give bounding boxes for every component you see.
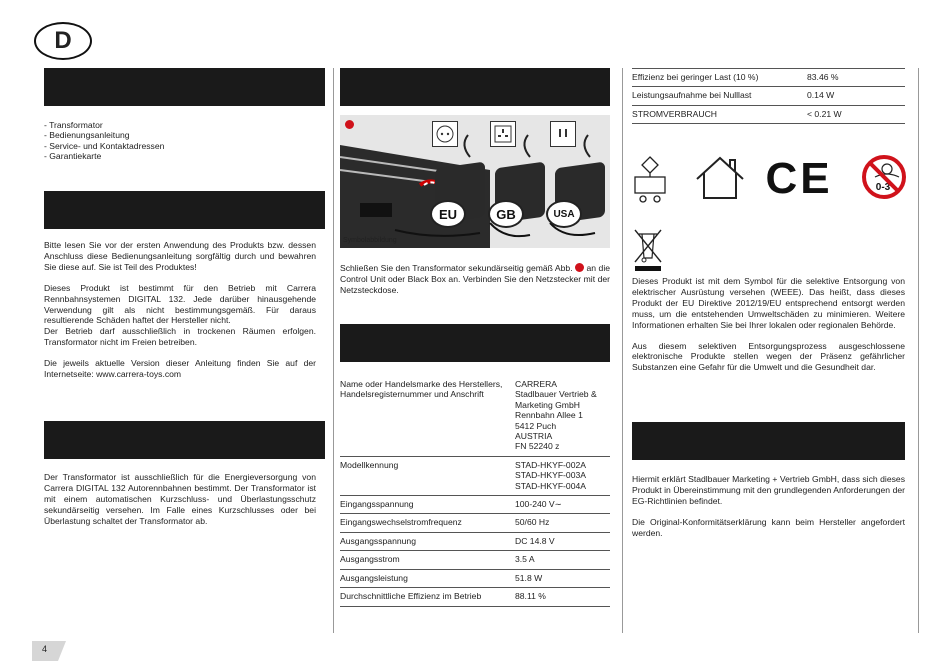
age-warning-label: 0-3 bbox=[875, 182, 891, 193]
spec-table bbox=[340, 376, 610, 607]
spec-label: Effizienz bei geringer Last (10 %) bbox=[632, 69, 807, 87]
connect-text-end: an die Control Unit oder Black Box an. Verbinden Sie den Netzstecker mit der Netzsteckdose. bbox=[340, 263, 611, 295]
table-row bbox=[340, 532, 610, 550]
column-divider bbox=[622, 68, 623, 633]
paragraph: Dieses Produkt ist bestimmt für den Betrieb mit Carrera Rennbahnsystemen DIGITAL 132. Jede darüber hinausgehende Verwendung gilt als nicht bestimmungsgemäß. Für daraus resultierende Schäden haftet der Hersteller nicht. Der Betrieb darf ausschließlich in trockenen Räumen erfolgen. Transformator nicht im Freien betreiben. bbox=[44, 282, 316, 348]
spec-value: 83.46 % bbox=[807, 69, 905, 87]
gb-socket-icon bbox=[490, 121, 516, 147]
table-row bbox=[340, 514, 610, 532]
ce-mark-icon bbox=[765, 154, 833, 203]
transformer-illustration bbox=[340, 115, 610, 248]
table-row bbox=[340, 376, 610, 456]
spec-value: 3.5 A bbox=[515, 551, 610, 569]
table-row bbox=[632, 87, 905, 105]
spec-value: DC 14.8 V bbox=[515, 532, 610, 550]
page-number: 4 bbox=[42, 644, 48, 654]
spec-value: 50/60 Hz bbox=[515, 514, 610, 532]
us-socket-icon bbox=[550, 121, 576, 147]
spec-label: STROMVERBRAUCH bbox=[632, 105, 807, 123]
list-item: - Bedienungsanleitung bbox=[44, 130, 130, 141]
weee-bin-icon bbox=[633, 228, 663, 272]
contents-list bbox=[44, 120, 164, 162]
spec-value: STAD-HKYF-002A STAD-HKYF-003A STAD-HKYF-004A bbox=[515, 456, 610, 495]
image-caption: Symbolabbildung bbox=[343, 237, 397, 244]
conformity-text bbox=[632, 474, 905, 549]
weee-text bbox=[632, 276, 905, 383]
paragraph: Der Transformator ist ausschließlich für die Energieversorgung von Carrera DIGITAL 132 Autorennbahnen bestimmt. Der Transformator ist mit einem automatischen Kurzschluss- und Überlastungsschutz sekundärseitig versehen. Im Falle eines Kurzschlusses oder bei Überlastung schaltet der Transformator ab. bbox=[44, 472, 316, 526]
eu-plug-badge: EU bbox=[430, 200, 466, 228]
spec-label: Ausgangsstrom bbox=[340, 551, 515, 569]
paragraph: Die jeweils aktuelle Version dieser Anleitung finden Sie auf der Internetseite: www.carrera-toys.com bbox=[44, 358, 316, 380]
language-code: D bbox=[54, 27, 72, 54]
column-divider bbox=[333, 68, 334, 633]
spec-value: 100-240 V∼ bbox=[515, 496, 610, 514]
indoor-use-icon bbox=[694, 155, 746, 201]
spec-label: Modellkennung bbox=[340, 456, 515, 495]
spec-value: 51.8 W bbox=[515, 569, 610, 587]
spec-label: Ausgangsleistung bbox=[340, 569, 515, 587]
section-header-bar bbox=[44, 68, 325, 106]
connect-text bbox=[340, 263, 610, 296]
ce-mark-text: CE bbox=[765, 154, 833, 203]
eu-socket-icon bbox=[432, 121, 458, 147]
intro-text bbox=[44, 240, 316, 390]
usa-plug-badge: USA bbox=[546, 200, 582, 228]
table-row bbox=[340, 456, 610, 495]
spec-label: Eingangswechselstromfrequenz bbox=[340, 514, 515, 532]
paragraph: Bitte lesen Sie vor der ersten Anwendung des Produkts bzw. dessen Anschluss diese Bedienungsanleitung sorgfältig durch und bewahren Sie diese auf. Sie ist Teil des Produktes! bbox=[44, 240, 316, 272]
gb-plug-badge: GB bbox=[488, 200, 524, 228]
table-row bbox=[340, 551, 610, 569]
paragraph: Aus diesem selektiven Entsorgungsprozess ausgeschlossene elektronische Produkte stellen wegen der Präsenz gefährlicher Substanzen eine Gefahr für die Umwelt und die Gesundheit dar. bbox=[632, 340, 905, 373]
paragraph: Dieses Produkt ist mit dem Symbol für die selektive Entsorgung von elektrischer Ausrüstung versehen (WEEE). Das heißt, dass dieses Produkt der EU Direktive 2012/19/EU entsprechend entsorgt werden muss, um die entstehenden Umweltschäden zu minimieren. Weitere Informationen erhalten Sie bei Ihrer lokalen oder regionalen Behörde. bbox=[632, 276, 905, 330]
list-item: - Transformator bbox=[44, 120, 103, 130]
spec-label: Durchschnittliche Effizienz im Betrieb bbox=[340, 588, 515, 606]
age-warning-0-3-icon bbox=[861, 154, 907, 200]
column-divider bbox=[918, 68, 919, 633]
table-row bbox=[340, 569, 610, 587]
usage-text bbox=[44, 472, 316, 537]
spec-value: 0.14 W bbox=[807, 87, 905, 105]
language-badge bbox=[34, 22, 92, 60]
section-header-bar bbox=[340, 68, 610, 106]
list-item: - Service- und Kontaktadressen bbox=[44, 140, 165, 151]
class-2-transformer-icon bbox=[632, 155, 668, 205]
page-number-tab bbox=[32, 641, 66, 661]
figure-marker-dot bbox=[345, 120, 354, 129]
section-header-bar bbox=[632, 422, 905, 460]
connect-text-start: Schließen Sie den Transformator sekundärseitig gemäß Abb. bbox=[340, 263, 573, 273]
section-header-bar bbox=[44, 421, 325, 459]
paragraph: Die Original-Konformitätserklärung kann beim Hersteller angefordert werden. bbox=[632, 516, 905, 538]
figure-marker-dot bbox=[575, 263, 584, 272]
section-header-bar bbox=[44, 191, 325, 229]
table-row bbox=[340, 588, 610, 606]
list-item: - Garantiekarte bbox=[44, 151, 102, 162]
table-row bbox=[632, 105, 905, 123]
paragraph: Hiermit erklärt Stadlbauer Marketing + Vertrieb GmbH, dass sich dieses Produkt in Übereinstimmung mit den grundlegenden Anforderungen der EG-Richtlinien befindet. bbox=[632, 474, 905, 506]
spec-label: Name oder Handelsmarke des Herstellers, Handelsregisternummer und Anschrift bbox=[340, 376, 515, 456]
spec-value: CARRERA Stadlbauer Vertrieb & Marketing GmbH Rennbahn Allee 1 5412 Puch AUSTRIA FN 52240 z bbox=[515, 376, 610, 456]
section-header-bar bbox=[340, 324, 610, 362]
spec-label: Eingangsspannung bbox=[340, 496, 515, 514]
spec-value: 88.11 % bbox=[515, 588, 610, 606]
spec-label: Leistungsaufnahme bei Nulllast bbox=[632, 87, 807, 105]
table-row bbox=[340, 496, 610, 514]
spec-value: < 0.21 W bbox=[807, 105, 905, 123]
spec-table-continued bbox=[632, 68, 905, 124]
table-row bbox=[632, 69, 905, 87]
spec-label: Ausgangsspannung bbox=[340, 532, 515, 550]
